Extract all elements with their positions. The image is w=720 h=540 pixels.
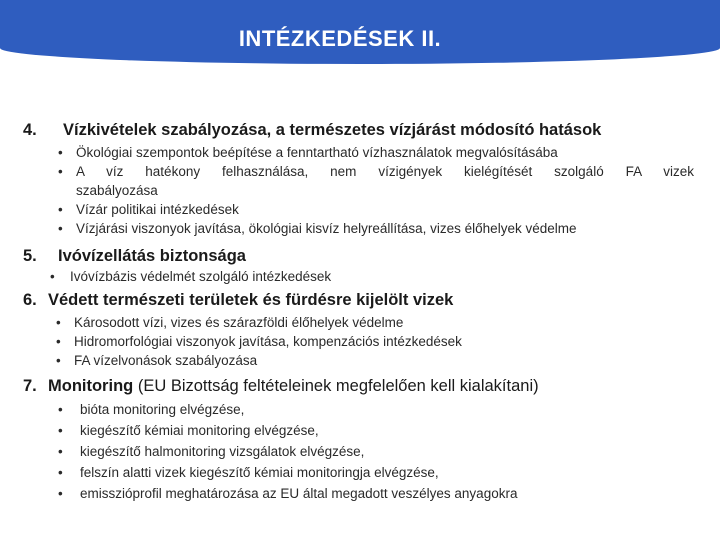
bullet-icon: • (58, 221, 63, 236)
section-number: 7. (23, 377, 37, 395)
list-item: • kiegészítő kémiai monitoring elvégzése, (58, 420, 658, 441)
section-4-list (58, 143, 694, 238)
list-item: • Vízár politikai intézkedések (58, 202, 239, 217)
section-title-suffix: (EU Bizottság feltételeinek megfelelően kell kialakítani) (137, 377, 539, 395)
bullet-icon: • (58, 145, 63, 160)
list-item: • bióta monitoring elvégzése, (58, 399, 658, 420)
section-title: Ivóvízellátás biztonsága (58, 247, 246, 265)
list-item: • kiegészítő halmonitoring vizsgálatok elvégzése, (58, 441, 658, 462)
list-item: • Hidromorfológiai viszonyok javítása, kompenzációs intézkedések (56, 334, 462, 349)
section-5-list (50, 267, 650, 286)
list-item: • Vízjárási viszonyok javítása, ökológiai kisvíz helyreállítása, vizes élőhelyek védelme (58, 221, 577, 236)
section-7-list (58, 399, 658, 504)
section-6-list (56, 313, 656, 370)
bullet-icon: • (58, 164, 63, 179)
page-title: INTÉZKEDÉSEK II. (238, 26, 442, 51)
slide-header (0, 0, 720, 80)
bullet-icon: • (58, 402, 63, 417)
section-title: Védett természeti területek és fürdésre kijelölt vizek (48, 291, 454, 309)
list-item: • Károsodott vízi, vizes és szárazföldi élőhelyek védelme (56, 315, 404, 330)
list-item-continuation: szabályozása (76, 183, 158, 198)
list-item: • A víz hatékony felhasználása, nem vízigények kielégítését szolgáló FA vizek (58, 164, 694, 179)
list-item: • emisszióprofil meghatározása az EU által megadott veszélyes anyagokra (58, 483, 658, 504)
bullet-icon: • (58, 202, 63, 217)
bullet-icon: • (58, 444, 63, 459)
section-title: Monitoring (48, 377, 134, 395)
section-number: 4. (23, 121, 37, 139)
list-item: • felszín alatti vizek kiegészítő kémiai monitoringja elvégzése, (58, 462, 658, 483)
bullet-icon: • (58, 465, 63, 480)
bullet-icon: • (58, 423, 63, 438)
bullet-icon: • (56, 353, 61, 368)
section-title: Vízkivételek szabályozása, a természetes vízjárást módosító hatások (63, 121, 602, 139)
list-item: • Ökológiai szempontok beépítése a fenntartható vízhasználatok megvalósításába (58, 145, 558, 160)
list-item: • Ivóvízbázis védelmét szolgáló intézkedések (50, 269, 332, 284)
bullet-icon: • (50, 269, 55, 284)
section-number: 5. (23, 247, 37, 265)
bullet-icon: • (58, 486, 63, 501)
section-number: 6. (23, 291, 37, 309)
bullet-icon: • (56, 334, 61, 349)
bullet-icon: • (56, 315, 61, 330)
list-item: • FA vízelvonások szabályozása (56, 353, 258, 368)
